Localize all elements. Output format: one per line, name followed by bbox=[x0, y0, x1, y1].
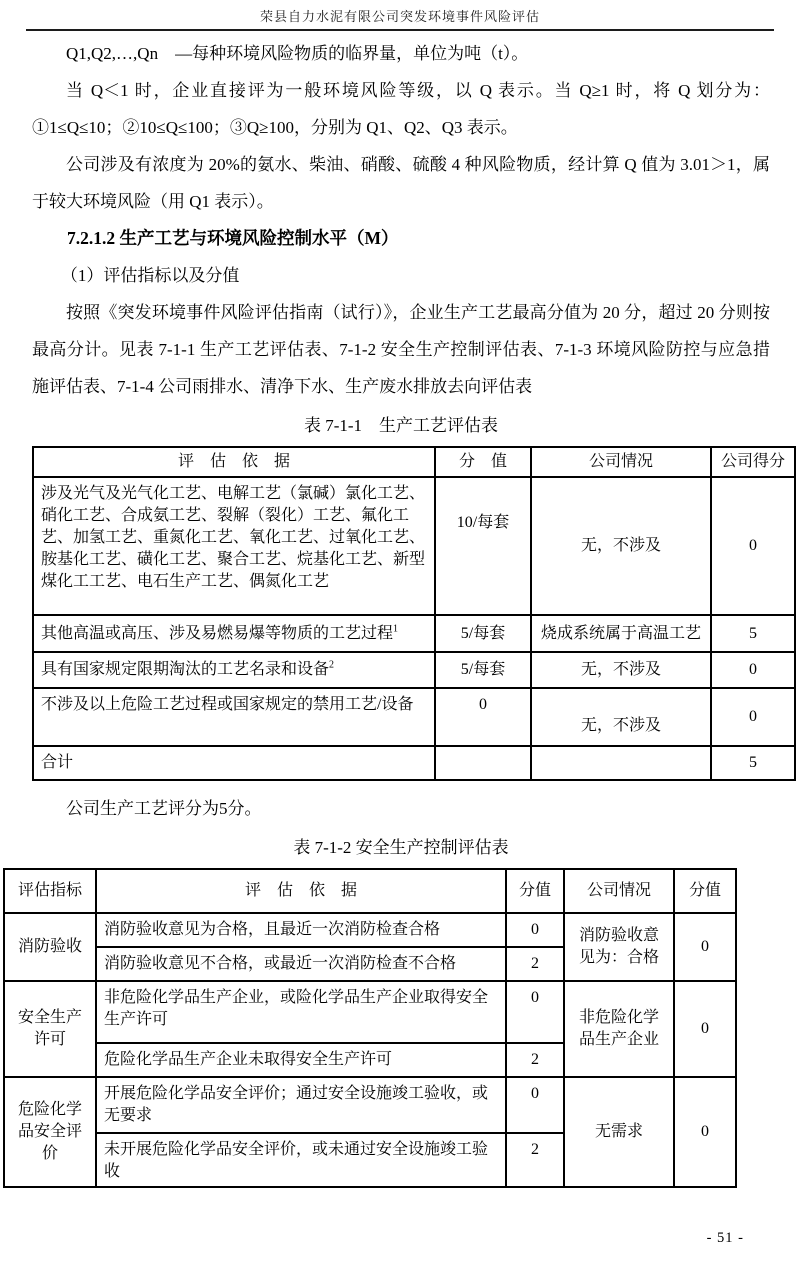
document-content bbox=[0, 31, 800, 1188]
table2-points-assessment: 0 bbox=[674, 1077, 736, 1187]
table1-row-not-involved bbox=[33, 688, 795, 746]
table2-company-license-status: 非危险化学品生产企业 bbox=[564, 981, 674, 1077]
table1-title: 表 7-1-1 生产工艺评估表 bbox=[303, 416, 499, 435]
table2-row-license-nonhazard bbox=[4, 981, 736, 1043]
table1-header-score: 分 值 bbox=[435, 447, 531, 477]
table1-row-dangerous-processes bbox=[33, 477, 795, 615]
table1-cell-total-label: 合计 bbox=[33, 746, 435, 780]
table1-cell-company: 无，不涉及 bbox=[531, 652, 711, 688]
basis-text: 其他高温或高压、涉及易燃易爆等物质的工艺过程 bbox=[41, 624, 394, 642]
table2-header-row bbox=[4, 869, 736, 913]
table2-indicator-fire-acceptance: 消防验收 bbox=[4, 913, 96, 981]
table2-header-company: 公司情况 bbox=[564, 869, 674, 913]
safety-production-control-table bbox=[3, 868, 737, 1188]
subsection-item-1: （1）评估指标以及分值 bbox=[60, 266, 240, 285]
footnote-marker-1: 1 bbox=[393, 623, 399, 635]
table1-cell-points: 0 bbox=[711, 688, 795, 746]
table2-header-points: 分值 bbox=[674, 869, 736, 913]
table1-row-high-temp bbox=[33, 615, 795, 652]
document-header-title: 荣县自力水泥有限公司突发环境事件风险评估 bbox=[26, 6, 774, 31]
table2-indicator-safety-license: 安全生产许可 bbox=[4, 981, 96, 1077]
table2-header-score: 分值 bbox=[506, 869, 564, 913]
table2-cell-criteria: 消防验收意见为合格，且最近一次消防检查合格 bbox=[96, 913, 506, 947]
table2-cell-score: 0 bbox=[506, 913, 564, 947]
table2-company-fire-status: 消防验收意见为：合格 bbox=[564, 913, 674, 981]
table2-header-basis: 评 估 依 据 bbox=[96, 869, 506, 913]
table2-cell-score: 2 bbox=[506, 1043, 564, 1077]
table1-row-total bbox=[33, 746, 795, 780]
table1-cell-basis: 涉及光气及光气化工艺、电解工艺（氯碱）氯化工艺、硝化工艺、合成氨工艺、裂解（裂化）工艺、氟化工艺、加氢工艺、重氮化工艺、氧化工艺、过氧化工艺、胺基化工艺、磺化工艺、聚合工艺、烷基化工艺、新型煤化工工艺、电石生产工艺、偶氮化工艺 bbox=[33, 477, 435, 615]
table2-header-indicator: 评估指标 bbox=[4, 869, 96, 913]
table1-cell-points: 5 bbox=[711, 746, 795, 780]
table1-cell-score: 10/每套 bbox=[435, 477, 531, 615]
page-number: - 51 - bbox=[706, 1230, 744, 1246]
footnote-marker-2: 2 bbox=[329, 659, 335, 671]
table2-cell-score: 2 bbox=[506, 1133, 564, 1187]
table2-cell-score: 0 bbox=[506, 981, 564, 1043]
table1-cell-score: 5/每套 bbox=[435, 615, 531, 652]
paragraph-process-score: 公司生产工艺评分为5分。 bbox=[66, 799, 262, 818]
paragraph-company-q-value: 公司涉及有浓度为 20%的氨水、柴油、硝酸、硫酸 4 种风险物质，经计算 Q 值为 3.01＞1，属于较大环境风险（用 Q1 表示）。 bbox=[32, 155, 770, 211]
table1-header-row bbox=[33, 447, 795, 477]
table2-company-assessment-status: 无需求 bbox=[564, 1077, 674, 1187]
paragraph-q-classification: 当 Q＜1 时，企业直接评为一般环境风险等级，以 Q 表示。当 Q≥1 时，将 Q 划分为：①1≤Q≤10；②10≤Q≤100；③Q≥100，分别为 Q1、Q2、Q3 表示。 bbox=[32, 81, 770, 137]
basis-text: 具有国家规定限期淘汰的工艺名录和设备 bbox=[41, 661, 330, 678]
table2-indicator-chem-safety-assessment: 危险化学品安全评价 bbox=[4, 1077, 96, 1187]
table2-cell-criteria: 消防验收意见不合格，或最近一次消防检查不合格 bbox=[96, 947, 506, 981]
table2-points-fire: 0 bbox=[674, 913, 736, 981]
table1-header-basis: 评 估 依 据 bbox=[33, 447, 435, 477]
table1-cell-score bbox=[435, 746, 531, 780]
table2-cell-criteria: 未开展危险化学品安全评价，或未通过安全设施竣工验收 bbox=[96, 1133, 506, 1187]
table1-cell-company bbox=[531, 746, 711, 780]
table1-cell-company: 无，不涉及 bbox=[531, 477, 711, 615]
table1-cell-score: 5/每套 bbox=[435, 652, 531, 688]
table1-cell-score: 0 bbox=[435, 688, 531, 746]
table1-cell-company: 烧成系统属于高温工艺 bbox=[531, 615, 711, 652]
table1-header-points: 公司得分 bbox=[711, 447, 795, 477]
table2-cell-criteria: 非危险化学品生产企业，或险化学品生产企业取得安全生产许可 bbox=[96, 981, 506, 1043]
production-process-evaluation-table bbox=[32, 446, 796, 781]
table1-cell-basis bbox=[33, 652, 435, 688]
table1-cell-company: 无，不涉及 bbox=[531, 688, 711, 746]
table2-cell-score: 0 bbox=[506, 1077, 564, 1133]
table1-header-company: 公司情况 bbox=[531, 447, 711, 477]
paragraph-guideline-description: 按照《突发环境事件风险评估指南（试行）》，企业生产工艺最高分值为 20 分，超过 20 分则按最高分计。见表 7-1-1 生产工艺评估表、7-1-2 安全生产控制评估表、7-1-3 环境风险防控与应急措施评估表、7-1-4 公司雨排水、清净下水、生产废水排放去向评估表 bbox=[32, 303, 770, 396]
section-heading-7212: 7.2.1.2 生产工艺与环境风险控制水平（M） bbox=[67, 228, 399, 248]
table2-cell-criteria: 危险化学品生产企业未取得安全生产许可 bbox=[96, 1043, 506, 1077]
table1-row-obsolete-equipment bbox=[33, 652, 795, 688]
table1-cell-points: 0 bbox=[711, 652, 795, 688]
paragraph-q-definition: Q1,Q2,…,Qn —每种环境风险物质的临界量，单位为吨（t）。 bbox=[66, 44, 529, 63]
table2-row-fire-pass bbox=[4, 913, 736, 947]
table2-title: 表 7-1-2 安全生产控制评估表 bbox=[293, 838, 509, 857]
table2-row-assessment-done bbox=[4, 1077, 736, 1133]
table1-cell-points: 5 bbox=[711, 615, 795, 652]
table1-cell-basis: 不涉及以上危险工艺过程或国家规定的禁用工艺/设备 bbox=[33, 688, 435, 746]
table2-cell-score: 2 bbox=[506, 947, 564, 981]
table2-points-license: 0 bbox=[674, 981, 736, 1077]
table1-cell-points: 0 bbox=[711, 477, 795, 615]
table1-cell-basis bbox=[33, 615, 435, 652]
table2-cell-criteria: 开展危险化学品安全评价；通过安全设施竣工验收，或无要求 bbox=[96, 1077, 506, 1133]
